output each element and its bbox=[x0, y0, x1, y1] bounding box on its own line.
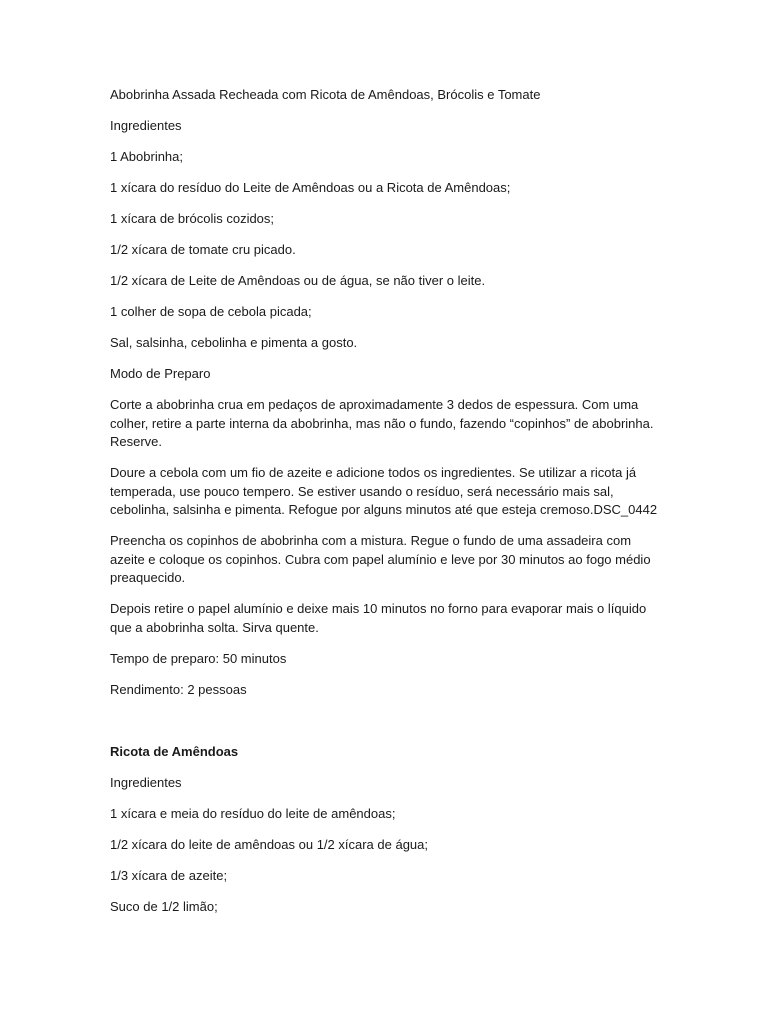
ingredients-heading: Ingredientes bbox=[110, 118, 182, 133]
ingredient-item: 1/2 xícara de Leite de Amêndoas ou de água, se não tiver o leite. bbox=[110, 273, 486, 288]
method-heading: Modo de Preparo bbox=[110, 366, 211, 381]
yield: Rendimento: 2 pessoas bbox=[110, 681, 247, 697]
method-step: Preencha os copinhos de abobrinha com a mistura. Regue o fundo de uma assadeira com azeite e coloque os copinhos. Cubra com papel alumínio e leve por 30 minutos ao fogo médio preaquecido. bbox=[110, 533, 651, 585]
method-step: Corte a abobrinha crua em pedaços de aproximadamente 3 dedos de espessura. Com uma colher, retire a parte interna da abobrinha, mas não o fundo, fazendo “copinhos” de abobrinha. Reserve. bbox=[110, 397, 654, 449]
ingredient-item: 1 xícara de brócolis cozidos; bbox=[110, 211, 275, 226]
ricotta-ingredient-item: 1/3 xícara de azeite; bbox=[110, 867, 228, 883]
prep-time: Tempo de preparo: 50 minutos bbox=[110, 650, 287, 666]
ingredient-item: 1 xícara do resíduo do Leite de Amêndoas ou a Ricota de Amêndoas; bbox=[110, 180, 511, 195]
ricotta-ingredients-heading: Ingredientes bbox=[110, 774, 182, 790]
ingredient-item: 1 colher de sopa de cebola picada; bbox=[110, 304, 312, 319]
ricotta-ingredient-item: 1 xícara e meia do resíduo do leite de amêndoas; bbox=[110, 805, 396, 821]
ingredient-item: Sal, salsinha, cebolinha e pimenta a gosto. bbox=[110, 335, 358, 350]
ricotta-ingredient-item: Suco de 1/2 limão; bbox=[110, 898, 218, 914]
ingredient-item: 1/2 xícara de tomate cru picado. bbox=[110, 242, 296, 257]
document-body bbox=[110, 86, 662, 929]
ingredient-item: 1 Abobrinha; bbox=[110, 149, 184, 164]
recipe-title: Abobrinha Assada Recheada com Ricota de Amêndoas, Brócolis e Tomate bbox=[110, 87, 541, 102]
ricotta-title: Ricota de Amêndoas bbox=[110, 743, 239, 759]
ricotta-ingredient-item: 1/2 xícara do leite de amêndoas ou 1/2 xícara de água; bbox=[110, 836, 428, 852]
method-step: Doure a cebola com um fio de azeite e adicione todos os ingredientes. Se utilizar a ricota já temperada, use pouco tempero. Se estiver usando o resíduo, será necessário mais sal, cebolinha, salsinha e pimenta. Refogue por alguns minutos até que esteja cremoso.DSC_0442 bbox=[110, 465, 658, 517]
section-spacer bbox=[110, 712, 662, 743]
method-step: Depois retire o papel alumínio e deixe mais 10 minutos no forno para evaporar mais o líquido que a abobrinha solta. Sirva quente. bbox=[110, 601, 647, 635]
